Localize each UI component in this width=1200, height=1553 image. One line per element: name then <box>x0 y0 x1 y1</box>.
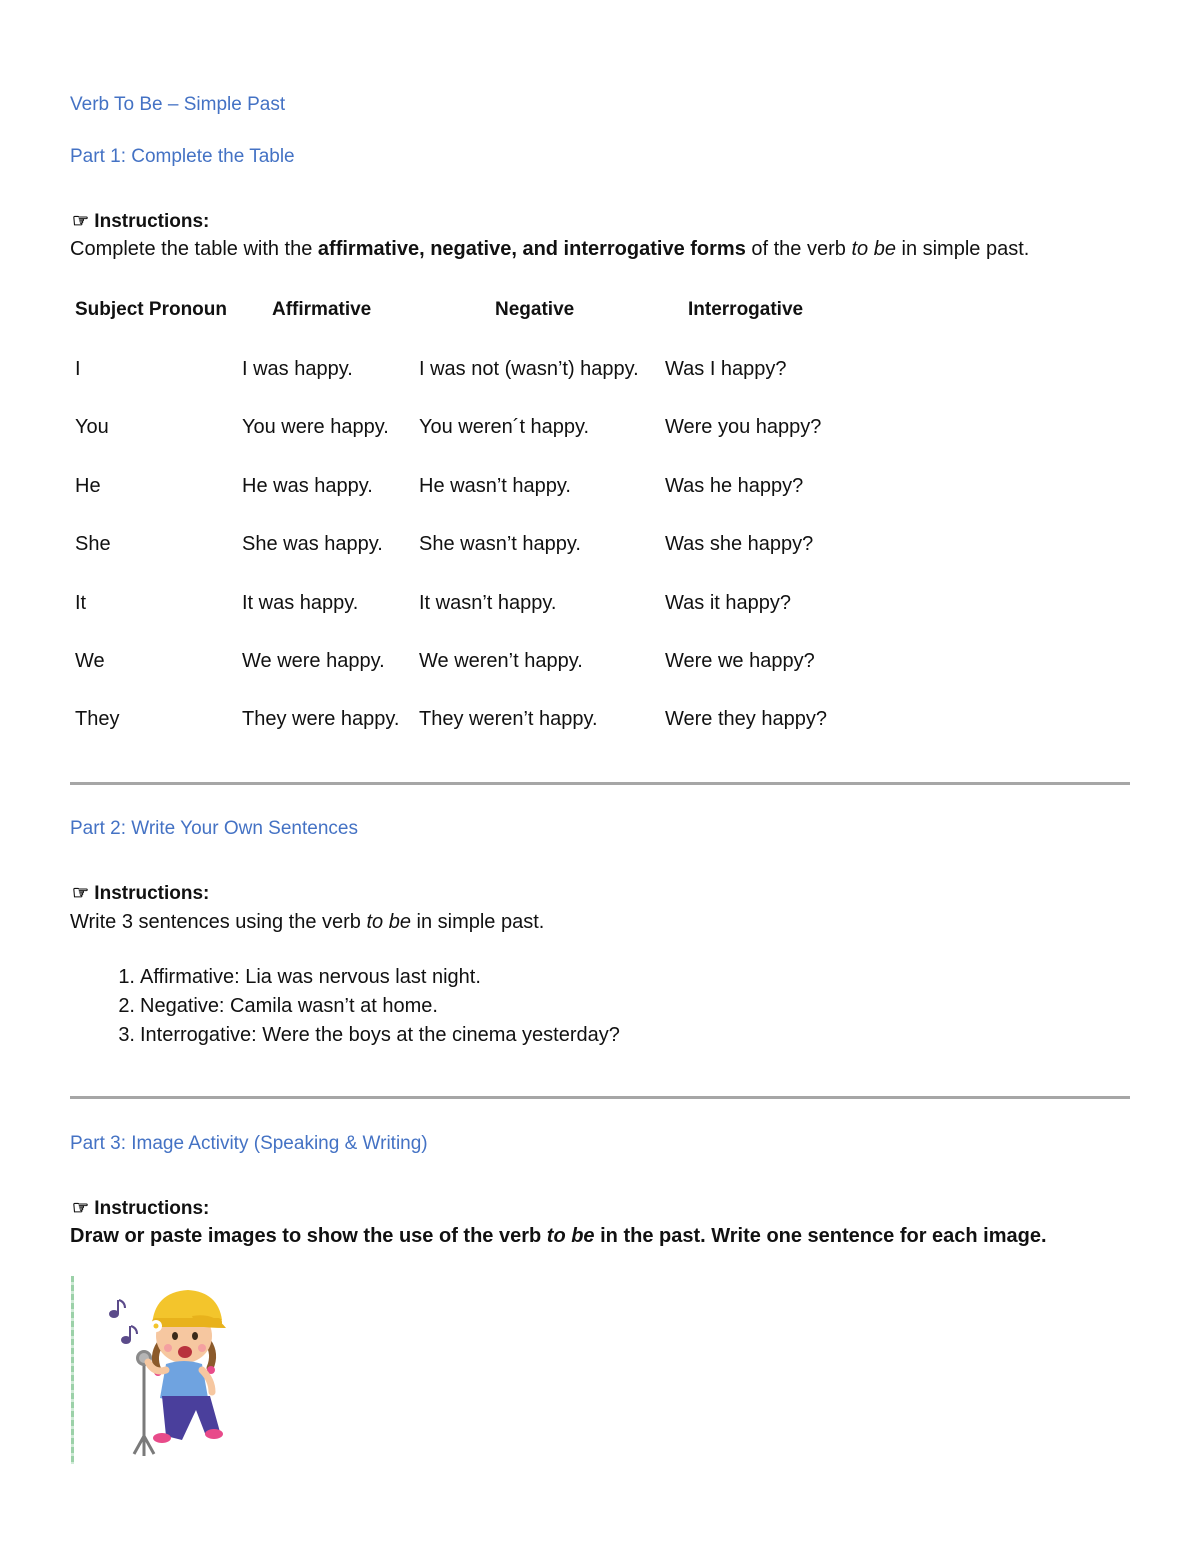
section-divider <box>70 782 1130 785</box>
table-cell-interrogative: Were we happy? <box>665 650 815 672</box>
table-cell-interrogative: Was she happy? <box>665 533 814 555</box>
table-cell-interrogative: Was it happy? <box>665 592 791 614</box>
table-header-subject: Subject Pronoun <box>75 299 227 320</box>
list-item: 1. Affirmative: Lia was nervous last night. <box>118 966 481 988</box>
table-header-affirmative: Affirmative <box>272 299 372 320</box>
list-item: 3. Interrogative: Were the boys at the cinema yesterday? <box>118 1024 620 1046</box>
image-frame-border <box>71 1276 74 1464</box>
table-cell-interrogative: Were you happy? <box>665 416 822 438</box>
table-cell-affirmative: She was happy. <box>242 533 383 555</box>
table-cell-affirmative: I was happy. <box>242 358 353 380</box>
table-header-negative: Negative <box>495 299 575 320</box>
part3-instructions-label: ☞ Instructions: <box>72 1198 210 1219</box>
table-cell-negative: It wasn’t happy. <box>419 592 557 614</box>
part2-instructions-text: Write 3 sentences using the verb to be in simple past. <box>70 911 545 933</box>
table-header-interrogative: Interrogative <box>688 299 804 320</box>
table-cell-affirmative: You were happy. <box>242 416 389 438</box>
table-cell-subject: We <box>75 650 105 672</box>
part1-instructions-text: Complete the table with the affirmative, negative, and interrogative forms of the verb to be in simple past. <box>70 238 1030 260</box>
table-cell-negative: He wasn’t happy. <box>419 475 571 497</box>
table-cell-subject: It <box>75 592 87 614</box>
table-cell-interrogative: Was he happy? <box>665 475 804 497</box>
table-cell-interrogative: Was I happy? <box>665 358 787 380</box>
music-notes-icon <box>109 1300 137 1344</box>
part1-heading: Part 1: Complete the Table <box>70 146 295 167</box>
table-cell-subject: He <box>75 475 101 497</box>
part1-instructions-label: ☞ Instructions: <box>72 211 210 232</box>
table-cell-negative: I was not (wasn’t) happy. <box>419 358 639 380</box>
list-item: 2. Negative: Camila wasn’t at home. <box>118 995 438 1017</box>
table-cell-affirmative: They were happy. <box>242 708 400 730</box>
singing-girl-illustration <box>100 1276 230 1461</box>
table-cell-affirmative: We were happy. <box>242 650 385 672</box>
table-cell-affirmative: He was happy. <box>242 475 373 497</box>
table-cell-subject: I <box>75 358 81 380</box>
table-cell-negative: She wasn’t happy. <box>419 533 581 555</box>
part2-instructions-label: ☞ Instructions: <box>72 883 210 904</box>
part3-instructions-text: Draw or paste images to show the use of the verb to be in the past. Write one sentence for each image. <box>70 1225 1047 1247</box>
part2-heading: Part 2: Write Your Own Sentences <box>70 818 358 839</box>
table-cell-negative: They weren’t happy. <box>419 708 598 730</box>
table-cell-subject: She <box>75 533 111 555</box>
table-cell-subject: You <box>75 416 109 438</box>
table-cell-affirmative: It was happy. <box>242 592 359 614</box>
part3-heading: Part 3: Image Activity (Speaking & Writing) <box>70 1133 428 1154</box>
document-title: Verb To Be – Simple Past <box>70 94 286 115</box>
table-cell-subject: They <box>75 708 120 730</box>
table-cell-interrogative: Were they happy? <box>665 708 827 730</box>
section-divider <box>70 1096 1130 1099</box>
table-cell-negative: You weren´t happy. <box>419 416 590 438</box>
table-cell-negative: We weren’t happy. <box>419 650 583 672</box>
